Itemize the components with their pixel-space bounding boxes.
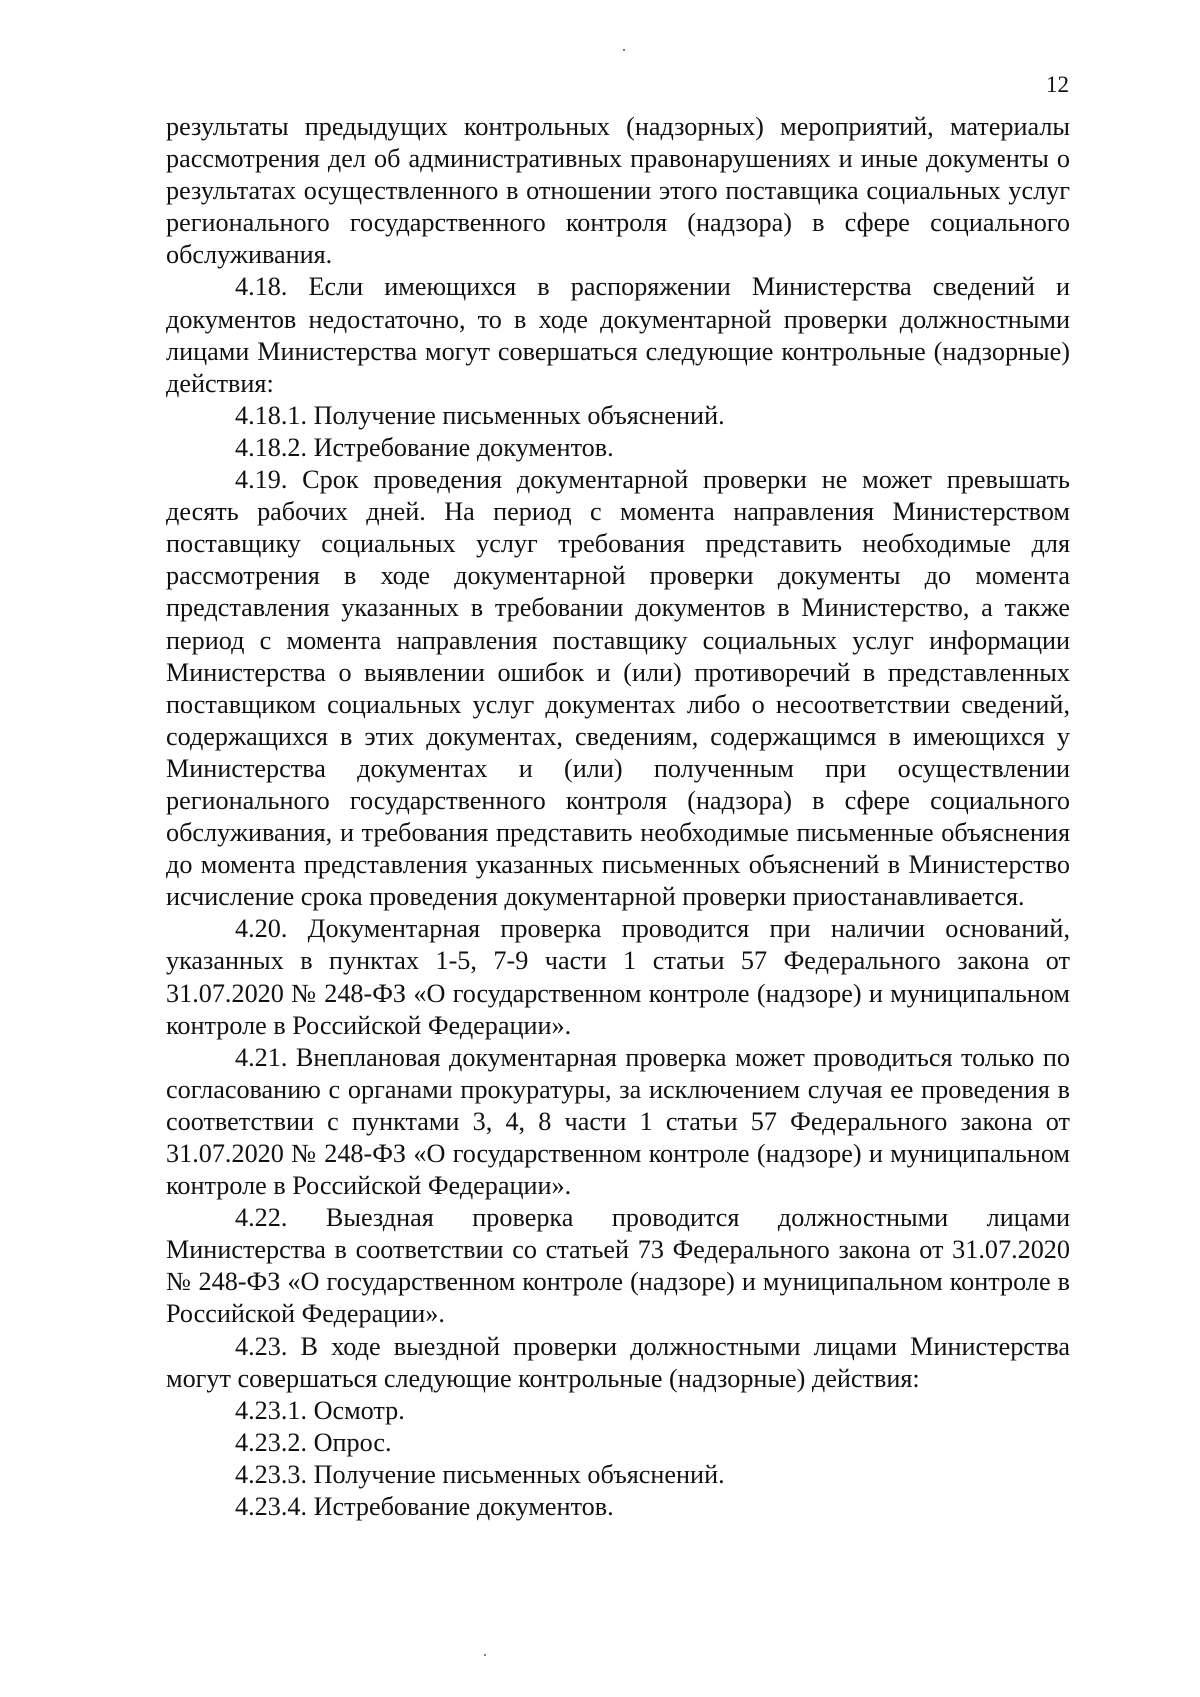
- scan-speck-top: [623, 49, 625, 51]
- paragraph-4-23-1: 4.23.1. Осмотр.: [235, 1395, 405, 1425]
- paragraph-4-21: 4.21. Внеплановая документарная проверка может проводиться только по согласованию с органами прокуратуры, за исключением случая ее проведения в соответствии с пунктами 3, 4, 8 части 1 статьи 57 Федерального закона от 31.07.2020 № 248-ФЗ «О государственном контроле (надзоре) и муниципальном контроле в Российской Федерации».: [166, 1042, 1070, 1201]
- paragraph-4-18-2: 4.18.2. Истребование документов.: [235, 432, 614, 462]
- page-number: 12: [1046, 72, 1069, 97]
- paragraph-continuation: результаты предыдущих контрольных (надзорных) мероприятий, материалы рассмотрения дел об административных правонарушениях и иные документы о результатах осуществленного в отношении этого поставщика социальных услуг регионального государственного контроля (надзора) в сфере социального обслуживания.: [166, 112, 1070, 270]
- paragraph-4-20: 4.20. Документарная проверка проводится при наличии оснований, указанных в пунктах 1-5, 7-9 части 1 статьи 57 Федерального закона от 31.07.2020 № 248-ФЗ «О государственном контроле (надзоре) и муниципальном контроле в Российской Федерации».: [166, 914, 1070, 1040]
- paragraph-4-23-3: 4.23.3. Получение письменных объяснений.: [235, 1459, 725, 1489]
- scan-speck-bottom: [484, 1654, 486, 1656]
- paragraph-4-18-1: 4.18.1. Получение письменных объяснений.: [235, 400, 725, 430]
- paragraph-4-23-2: 4.23.2. Опрос.: [235, 1427, 392, 1457]
- paragraph-4-18: 4.18. Если имеющихся в распоряжении Министерства сведений и документов недостаточно, то в ходе документарной проверки должностными лицами Министерства могут совершаться следующие контрольные (надзорные) действия:: [166, 272, 1070, 398]
- paragraph-4-23: 4.23. В ходе выездной проверки должностными лицами Министерства могут совершаться следующие контрольные (надзорные) действия:: [166, 1331, 1070, 1393]
- paragraph-4-22: 4.22. Выездная проверка проводится должностными лицами Министерства в соответствии со статьей 73 Федерального закона от 31.07.2020 № 248-ФЗ «О государственном контроле (надзоре) и муниципальном контроле в Российской Федерации».: [166, 1203, 1070, 1329]
- paragraph-4-19: 4.19. Срок проведения документарной проверки не может превышать десять рабочих дней. На период с момента направления Министерством поставщику социальных услуг требования представить необходимые для рассмотрения в ходе документарной проверки документы до момента представления указанных в требовании документов в Министерство, а также период с момента направления поставщику социальных услуг информации Министерства о выявлении ошибок и (или) противоречий в представленных поставщиком социальных услуг документах либо о несоответствии сведений, содержащихся в этих документах, сведениям, содержащимся в имеющихся у Министерства документах и (или) полученным при осуществлении регионального государственного контроля (надзора) в сфере социального обслуживания, и требования представить необходимые письменные объяснения до момента представления указанных письменных объяснений в Министерство исчисление срока проведения документарной проверки приостанавливается.: [166, 465, 1070, 912]
- paragraph-4-23-4: 4.23.4. Истребование документов.: [235, 1492, 614, 1522]
- document-body: [166, 111, 1070, 1523]
